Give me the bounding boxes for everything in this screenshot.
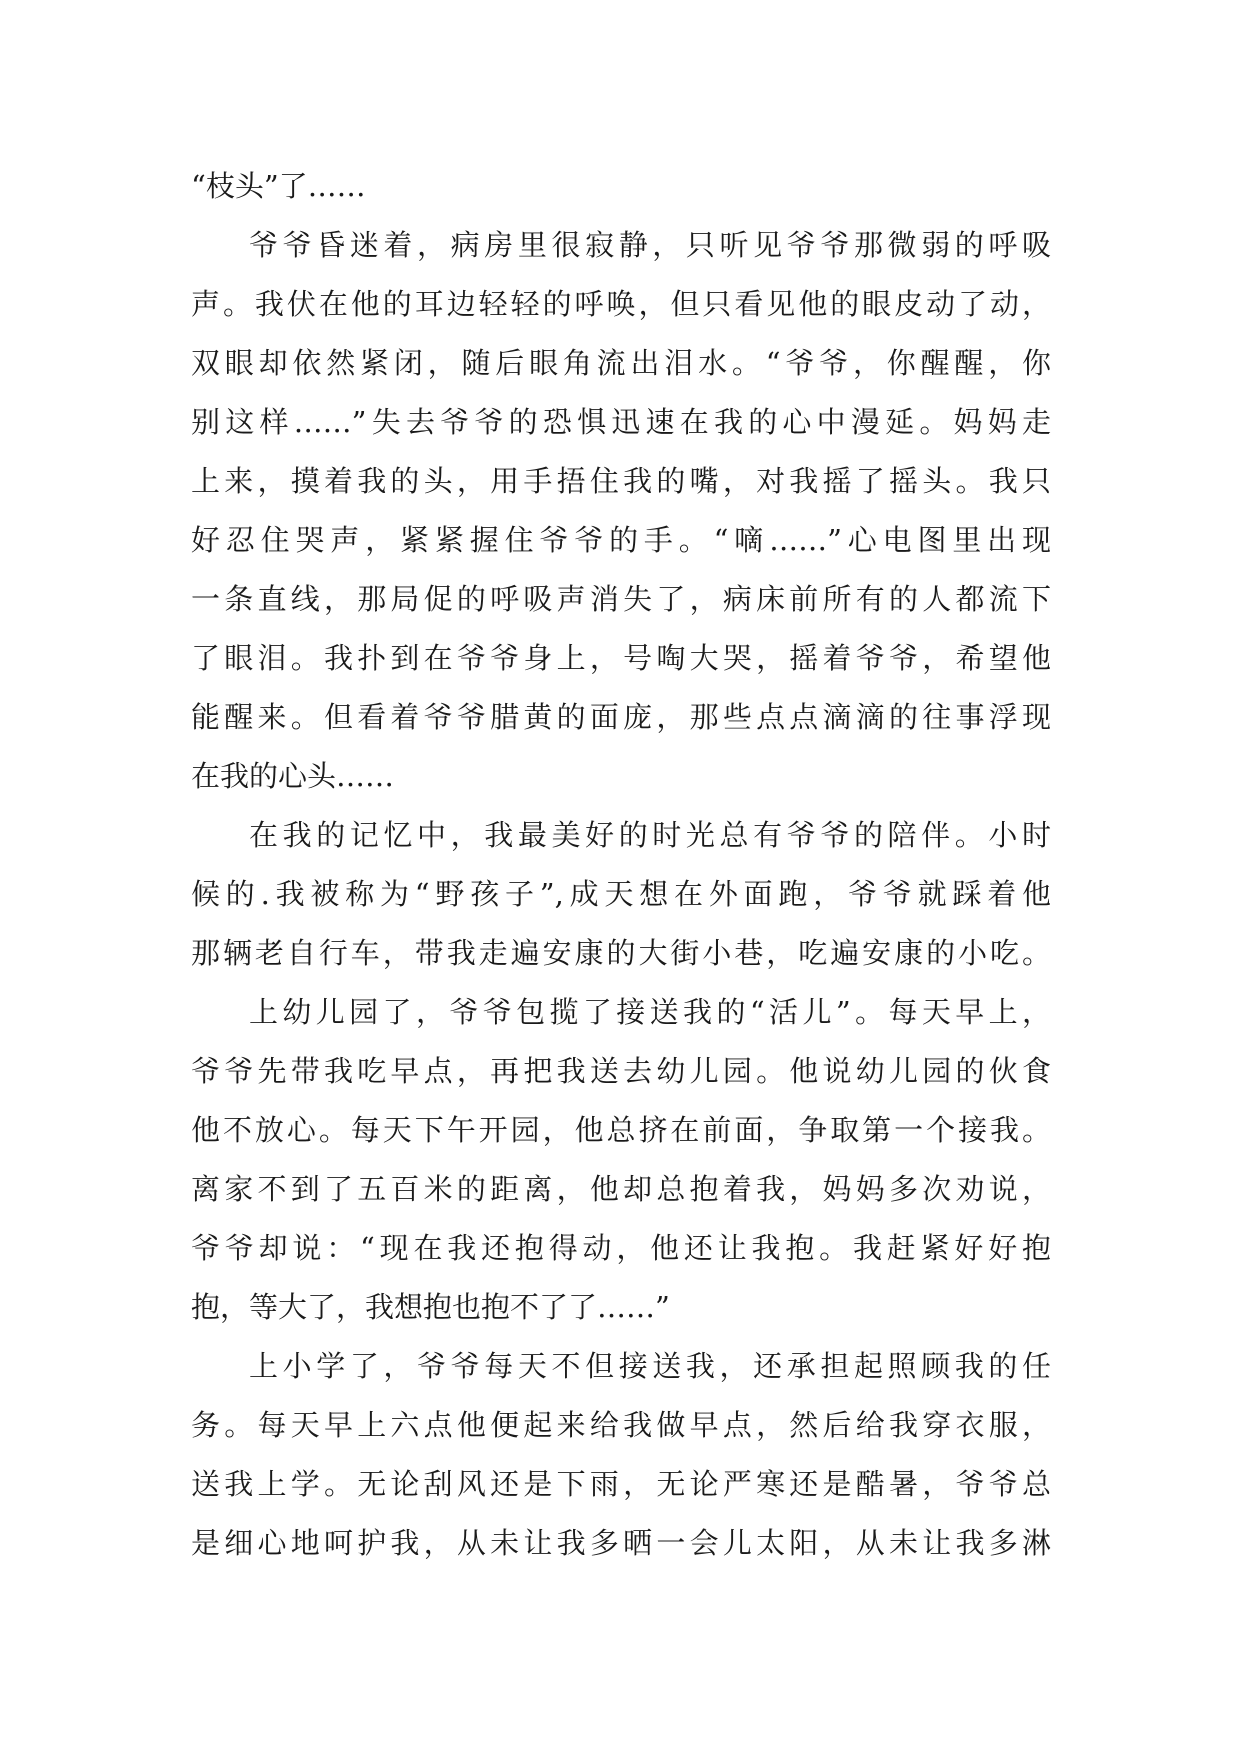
text-line: 别这样……”失去爷爷的恐惧迅速在我的心中漫延。妈妈走: [191, 405, 1051, 439]
text-line: 候的.我被称为“野孩子”,成天想在外面跑，爷爷就踩着他: [191, 877, 1051, 911]
text-line: 爷爷先带我吃早点，再把我送去幼儿园。他说幼儿园的伙食: [191, 1054, 1051, 1088]
text-line: 他不放心。每天下午开园，他总挤在前面，争取第一个接我。: [191, 1113, 1051, 1147]
text-line: 一条直线，那局促的呼吸声消失了，病床前所有的人都流下: [191, 582, 1051, 616]
text-line: 爷爷却说：“现在我还抱得动，他还让我抱。我赶紧好好抱: [191, 1231, 1051, 1265]
document-body: [191, 157, 1051, 1697]
text-line: 好忍住哭声，紧紧握住爷爷的手。“嘀……”心电图里出现: [191, 523, 1051, 557]
paragraph-first-line: 上小学了，爷爷每天不但接送我，还承担起照顾我的任: [249, 1349, 1051, 1383]
text-line: 离家不到了五百米的距离，他却总抱着我，妈妈多次劝说，: [191, 1172, 1051, 1206]
text-line: 那辆老自行车，带我走遍安康的大街小巷，吃遍安康的小吃。: [191, 936, 1051, 970]
paragraph-first-line: 上幼儿园了，爷爷包揽了接送我的“活儿”。每天早上，: [249, 995, 1051, 1029]
text-line: 是细心地呵护我，从未让我多晒一会儿太阳，从未让我多淋: [191, 1526, 1051, 1560]
paragraph-first-line: 爷爷昏迷着，病房里很寂静，只听见爷爷那微弱的呼吸: [249, 228, 1051, 262]
text-line: 在我的心头……: [191, 759, 395, 793]
text-line: 双眼却依然紧闭，随后眼角流出泪水。“爷爷，你醒醒，你: [191, 346, 1051, 380]
text-line: 声。我伏在他的耳边轻轻的呼唤，但只看见他的眼皮动了动，: [191, 287, 1051, 321]
text-line: “枝头”了……: [191, 169, 366, 203]
text-line: 上来，摸着我的头，用手捂住我的嘴，对我摇了摇头。我只: [191, 464, 1051, 498]
text-line: 抱，等大了，我想抱也抱不了了……”: [191, 1290, 670, 1324]
text-line: 务。每天早上六点他便起来给我做早点，然后给我穿衣服，: [191, 1408, 1051, 1442]
paragraph-first-line: 在我的记忆中，我最美好的时光总有爷爷的陪伴。小时: [249, 818, 1051, 852]
text-line: 了眼泪。我扑到在爷爷身上，号啕大哭，摇着爷爷，希望他: [191, 641, 1051, 675]
text-line: 能醒来。但看着爷爷腊黄的面庞，那些点点滴滴的往事浮现: [191, 700, 1051, 734]
text-line: 送我上学。无论刮风还是下雨，无论严寒还是酷暑，爷爷总: [191, 1467, 1051, 1501]
